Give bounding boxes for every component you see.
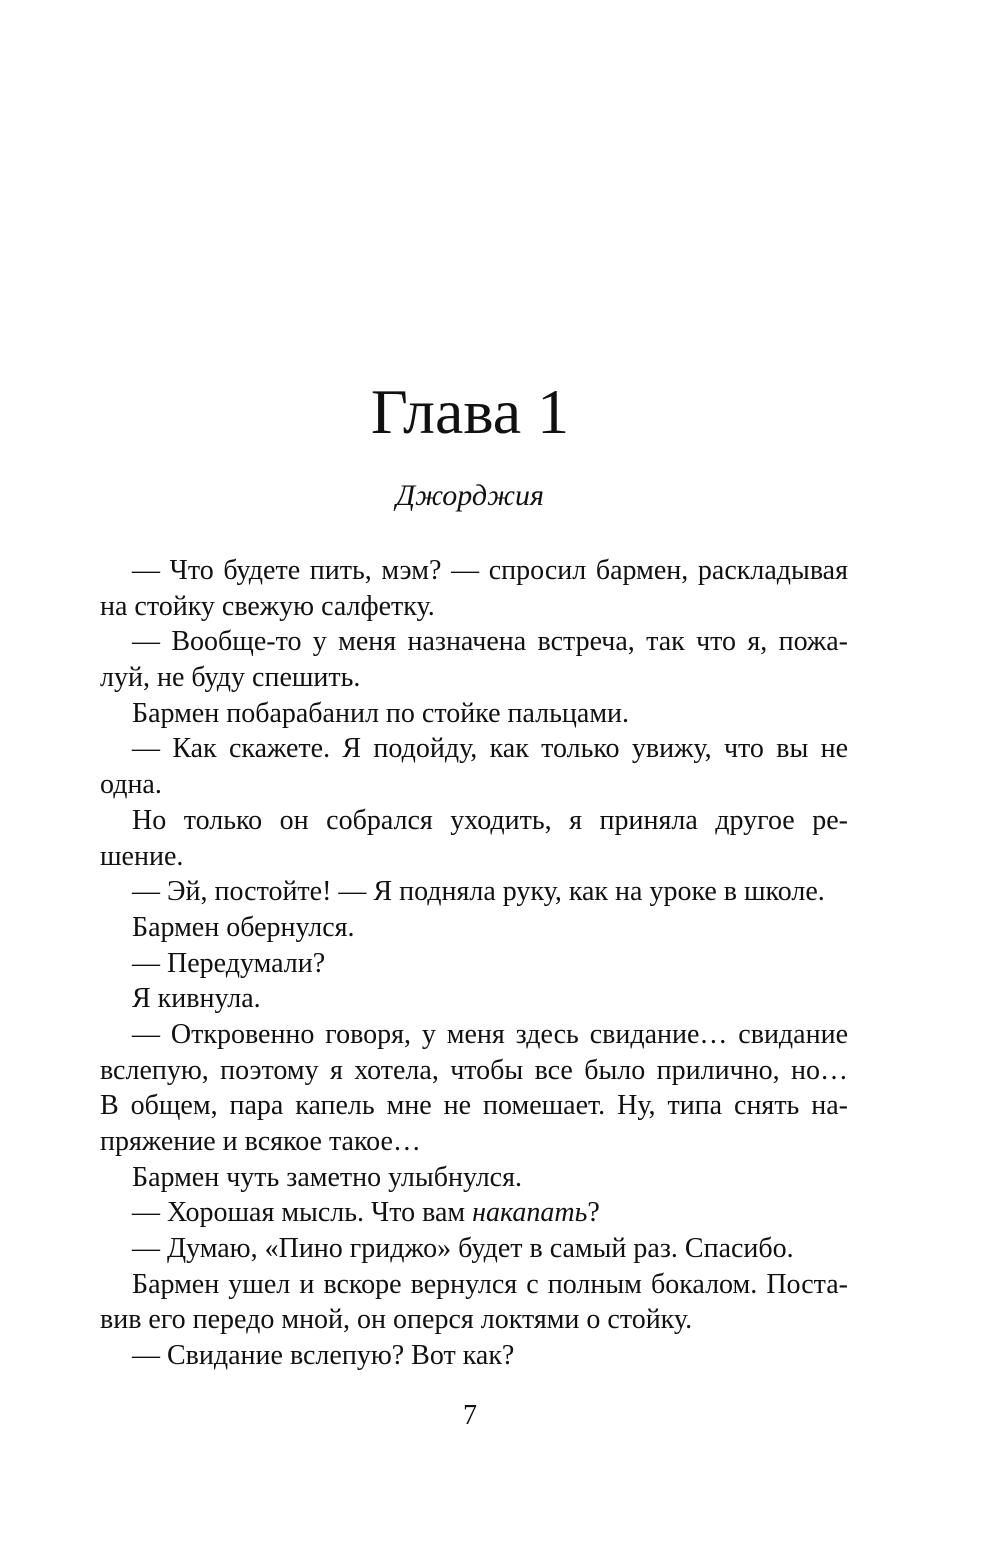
text-line: Но только он собрался уходить, я приняла другое ре- xyxy=(132,804,848,836)
text-line: Бармен чуть заметно улыбнулся. xyxy=(132,1161,522,1193)
text-line: — Что будете пить, мэм? — спросил бармен, раскладывая xyxy=(132,555,848,586)
text-line: вслепую, поэтому я хотела, чтобы все было прилично, но… xyxy=(100,1054,848,1086)
text-line: В общем, пара капель мне не помешает. Ну, типа снять на- xyxy=(100,1090,848,1122)
text-line: на стойку свежую салфетку. xyxy=(100,590,435,622)
text-line xyxy=(100,1195,848,1231)
page-number: 7 xyxy=(463,1400,477,1431)
text-line: Бармен побарабанил по стойке пальцами. xyxy=(132,697,630,729)
text-fragment: ? xyxy=(587,1197,600,1229)
text-line: луй, не буду спешить. xyxy=(100,662,361,694)
text-line: Я кивнула. xyxy=(132,983,261,1015)
text-fragment: — Хорошая мысль. Что вам xyxy=(132,1197,473,1229)
body-text xyxy=(100,553,848,1374)
text-line: шение. xyxy=(100,840,184,872)
text-line: — Вообще-то у меня назначена встреча, так что я, пожа- xyxy=(132,626,848,658)
text-line: пряжение и всякое такое… xyxy=(100,1126,421,1157)
chapter-title: Глава 1 xyxy=(370,376,570,447)
text-line: Бармен ушел и вскоре вернулся с полным бокалом. Поста- xyxy=(132,1268,848,1300)
text-line: — Свидание вслепую? Вот как? xyxy=(132,1340,515,1372)
text-line: Бармен обернулся. xyxy=(132,911,355,943)
text-line: — Думаю, «Пино гриджо» будет в самый раз. Спасибо. xyxy=(132,1233,794,1265)
text-line: — Эй, постойте! — Я подняла руку, как на уроке в школе. xyxy=(132,876,825,908)
text-line: вив его передо мной, он оперся локтями о стойку. xyxy=(100,1304,693,1336)
text-line: — Откровенно говоря, у меня здесь свидание… свидание xyxy=(132,1018,848,1050)
italic-word: накапать xyxy=(472,1197,588,1229)
text-line: — Как скажете. Я подойду, как только увижу, что вы не xyxy=(132,733,848,765)
text-line: одна. xyxy=(100,769,162,801)
text-line: — Передумали? xyxy=(132,947,326,979)
chapter-subtitle: Джорджия xyxy=(396,479,544,512)
